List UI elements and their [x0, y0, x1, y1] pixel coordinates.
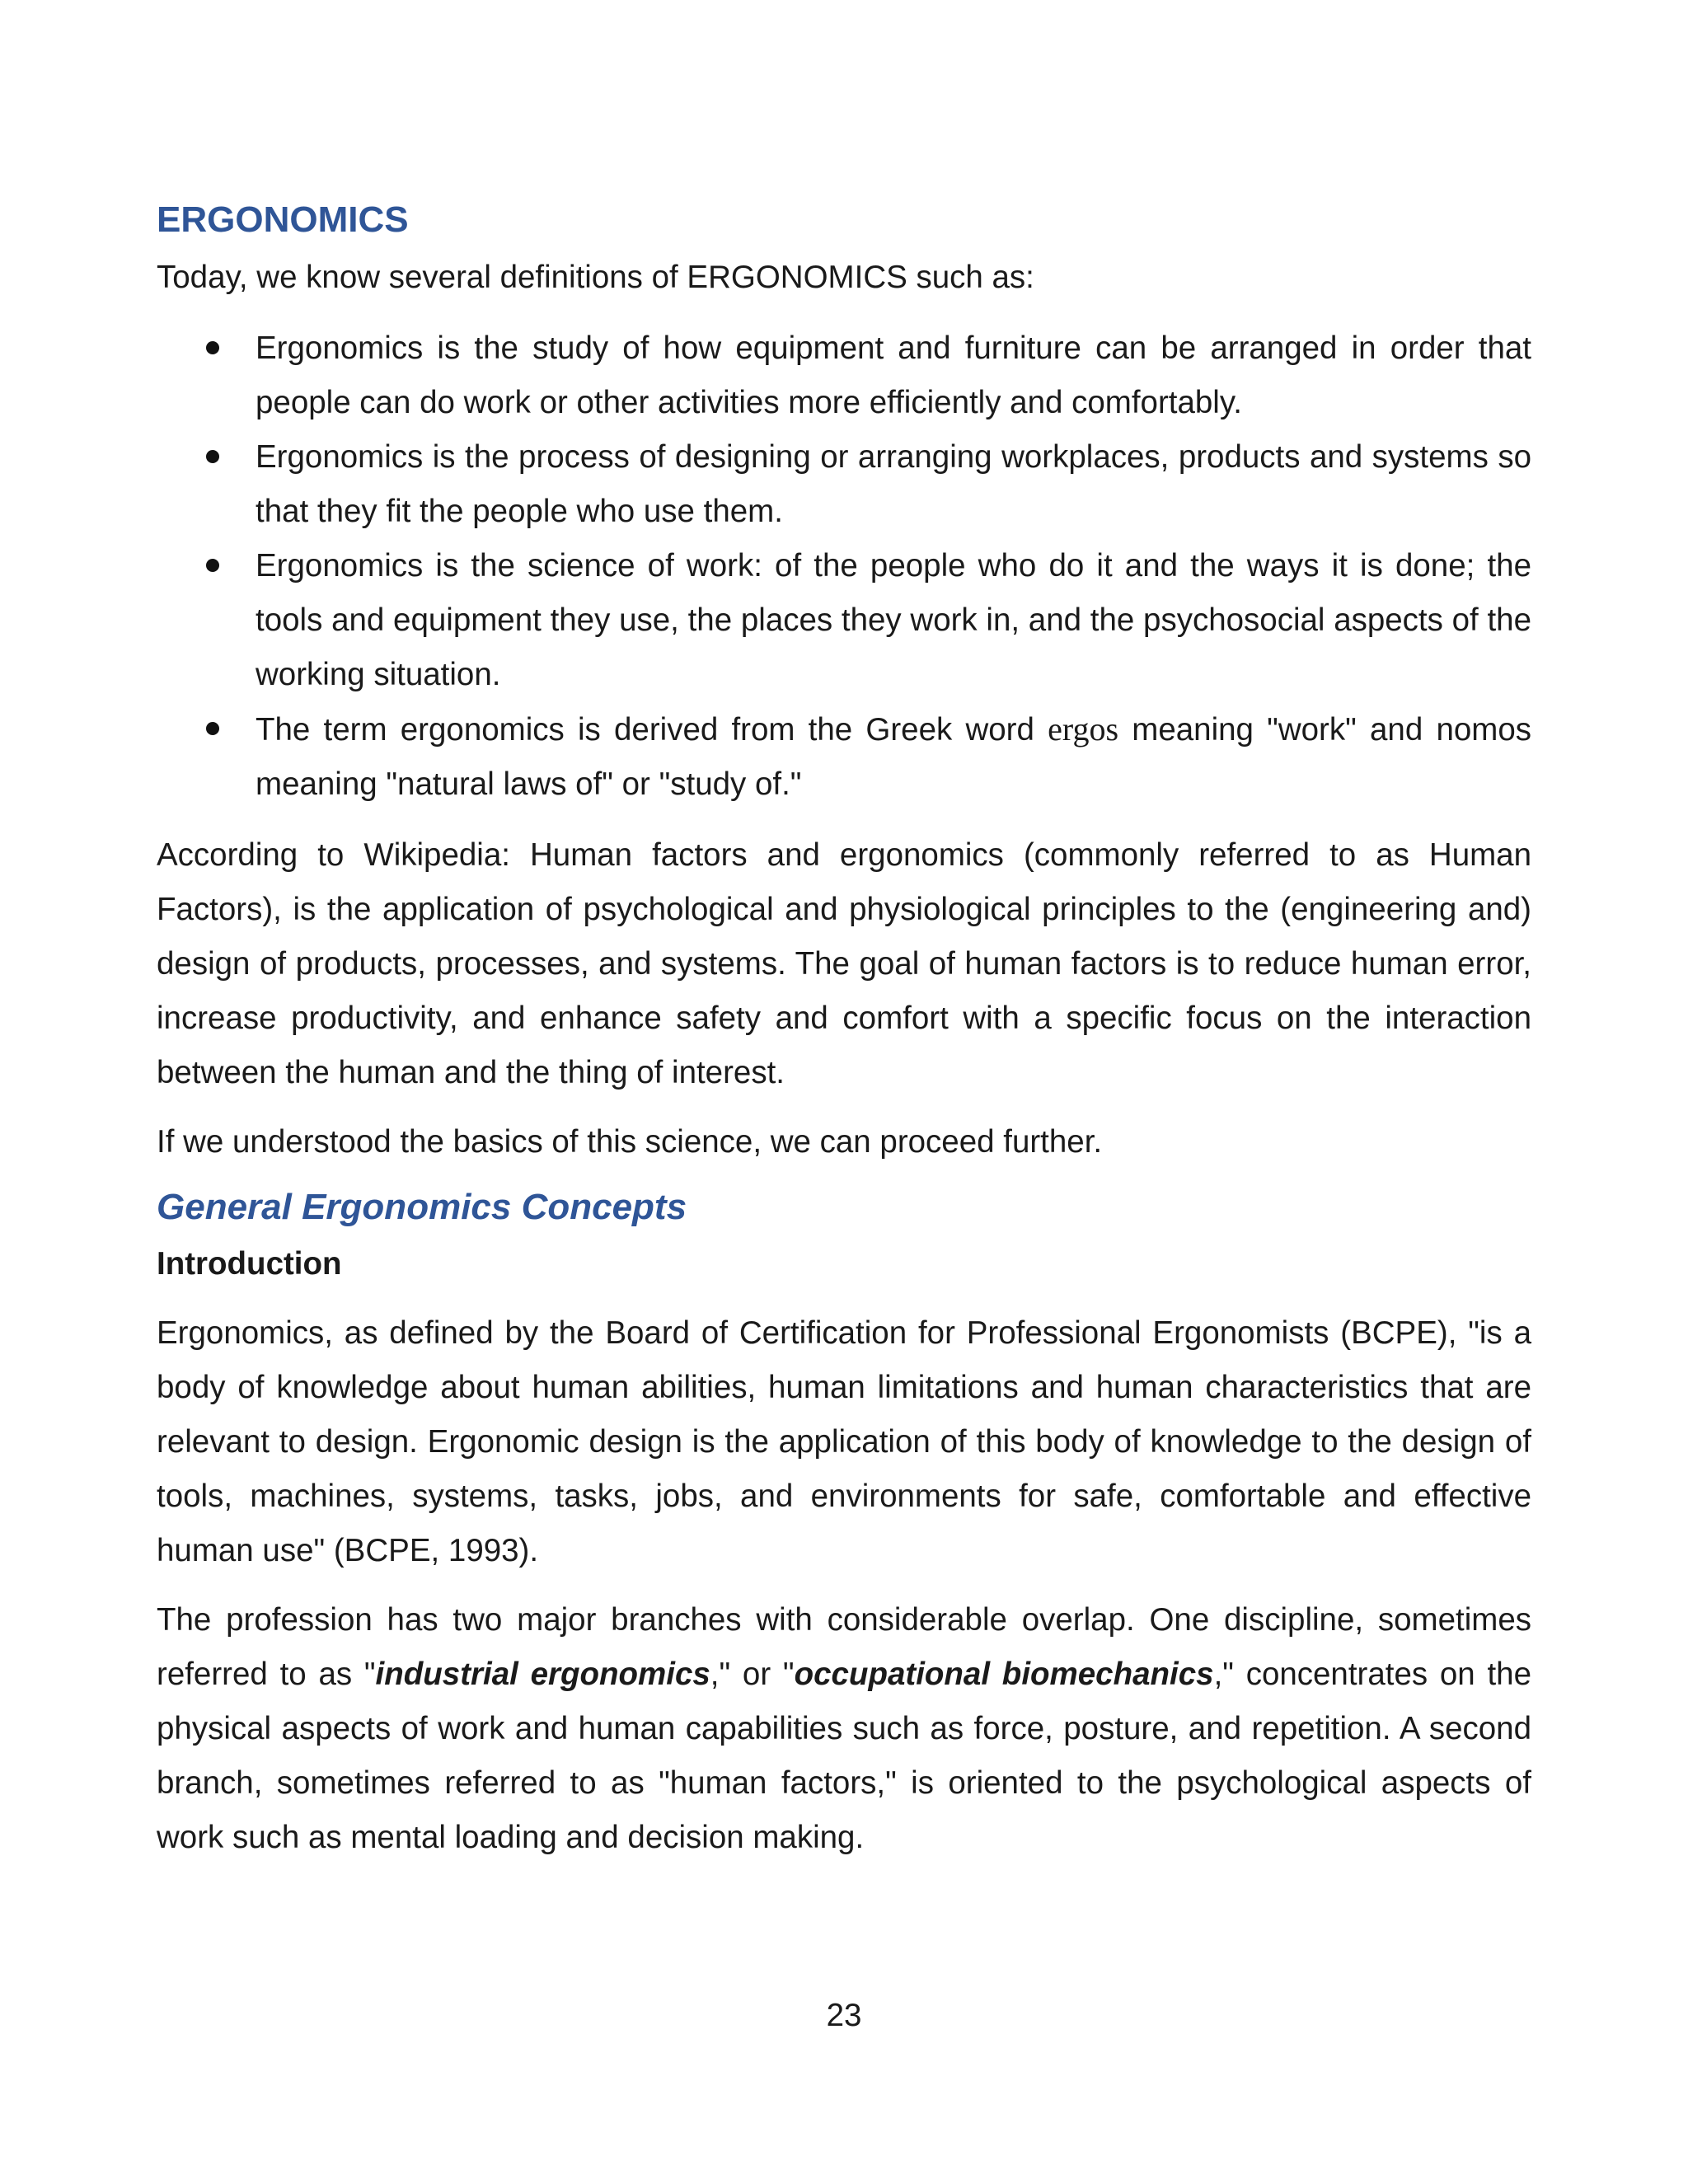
- page-heading: ERGONOMICS: [157, 199, 409, 240]
- page-number: 23: [826, 1998, 862, 2033]
- definition-text-start: The term ergonomics is derived from the Greek word: [256, 712, 1048, 748]
- profession-paragraph: [157, 1593, 1531, 1865]
- definition-text: Ergonomics is the science of work: of the people who do it and the ways it is done; the tools and equipment they use, the places they work in, and the psychosocial aspects of the working situation.: [256, 548, 1531, 692]
- profession-text-3: ," concentrates on the physical aspects of work and human capabilities such as force, posture, and repetition. A second branch, sometimes referred to as "human factors," is oriented to the psychological aspects of work such as mental loading and decision making.: [157, 1657, 1531, 1855]
- bullet-icon: [206, 559, 219, 572]
- profession-text-2: ," or ": [710, 1657, 795, 1692]
- definition-item: [256, 430, 1531, 539]
- document-page: [157, 190, 1531, 1865]
- greek-word: ergos: [1048, 710, 1119, 748]
- intro-sentence: Today, we know several definitions of ERGONOMICS such as:: [157, 260, 1034, 295]
- profession-text-1: The profession has two major branches with considerable overlap. One discipline, sometimes referred to as ": [157, 1602, 1531, 1692]
- subsection-heading: Introduction: [157, 1246, 342, 1282]
- definition-item: [256, 539, 1531, 702]
- bullet-icon: [206, 722, 219, 735]
- wikipedia-paragraph: According to Wikipedia: Human factors and ergonomics (commonly referred to as Human Factors), is the application of psychological and physiological principles to the (engineering and) design of products, processes, and systems. The goal of human factors is to reduce human error, increase productivity, and enhance safety and comfort with a specific focus on the interaction between the human and the thing of interest.: [157, 837, 1531, 1090]
- definition-text-end: meaning "work" and nomos meaning "natural laws of" or "study of.": [256, 712, 1532, 802]
- proceed-paragraph: If we understood the basics of this science, we can proceed further.: [157, 1124, 1103, 1160]
- term-occupational-biomechanics: occupational biomechanics: [794, 1657, 1214, 1692]
- bcpe-paragraph: Ergonomics, as defined by the Board of Certification for Professional Ergonomists (BCPE), "is a body of knowledge about human abilities, human limitations and human characteristics that are relevant to design. Ergonomic design is the application of this body of knowledge to the design of tools, machines, systems, tasks, jobs, and environments for safe, comfortable and effective human use" (BCPE, 1993).: [157, 1315, 1531, 1568]
- definition-text: Ergonomics is the process of designing or arranging workplaces, products and systems so that they fit the people who use them.: [256, 439, 1531, 529]
- definitions-list: [157, 321, 1531, 812]
- section-heading: General Ergonomics Concepts: [157, 1187, 687, 1227]
- definition-item: [256, 321, 1531, 430]
- definition-text: Ergonomics is the study of how equipment and furniture can be arranged in order that people can do work or other activities more efficiently and comfortably.: [256, 330, 1531, 420]
- bullet-icon: [206, 450, 219, 463]
- definition-item: [256, 702, 1531, 812]
- bullet-icon: [206, 341, 219, 354]
- term-industrial-ergonomics: industrial ergonomics: [375, 1657, 710, 1692]
